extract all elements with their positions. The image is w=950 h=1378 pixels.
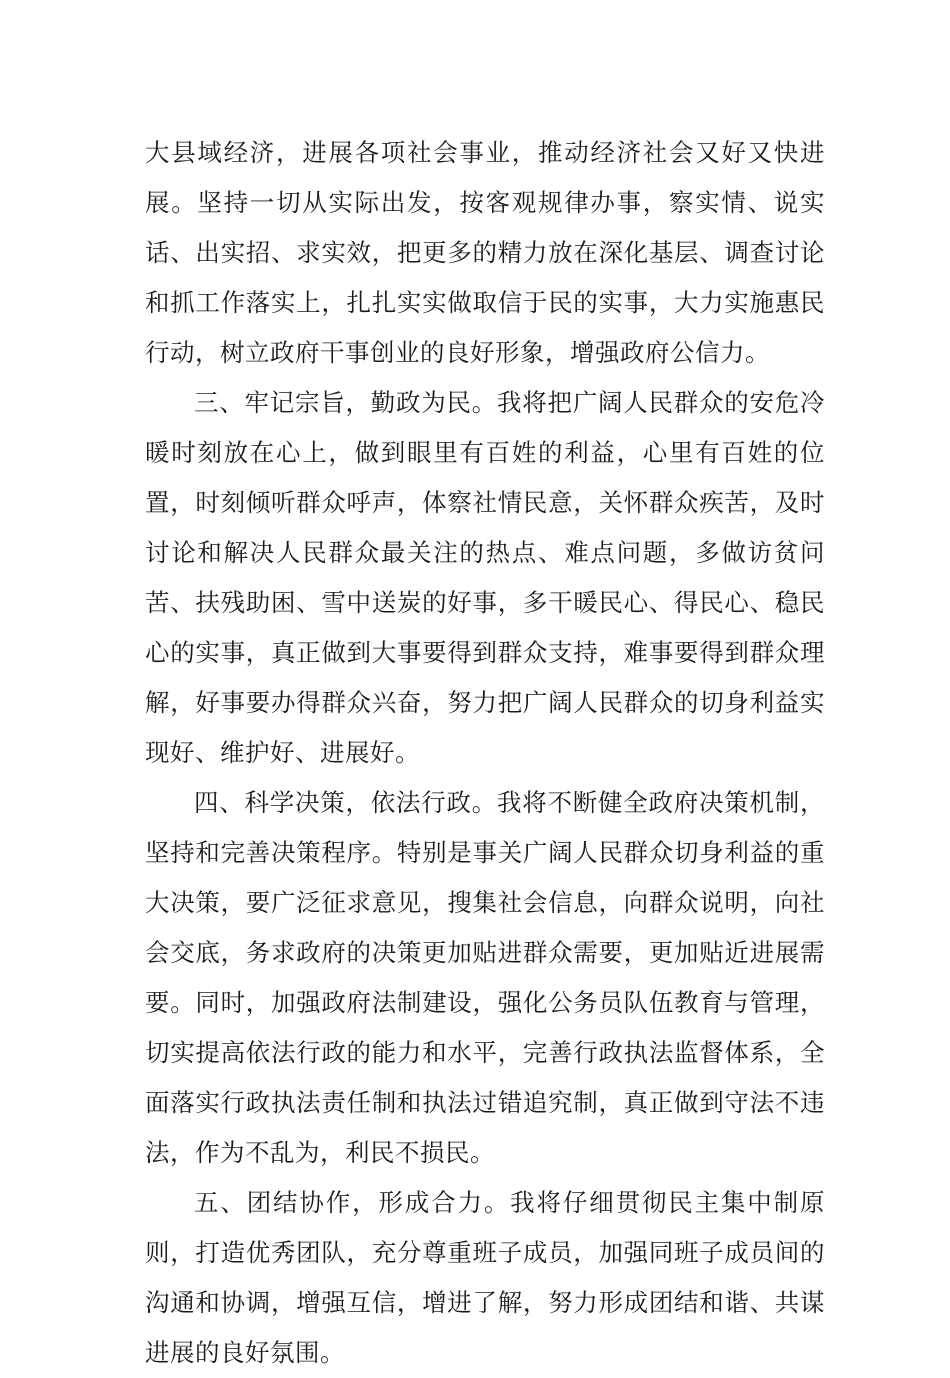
paragraph-section-three: 三、牢记宗旨，勤政为民。我将把广阔人民群众的安危冷暖时刻放在心上，做到眼里有百姓的利益，心里有百姓的位置，时刻倾听群众呼声，体察社情民意，关怀群众疾苦，及时讨论和解决人民群众最关注的热点、难点问题，多做访贫问苦、扶残助困、雪中送炭的好事，多干暖民心、得民心、稳民心的实事，真正做到大事要得到群众支持，难事要得到群众理解，好事要办得群众兴奋，努力把广阔人民群众的切身利益实现好、维护好、进展好。	[145, 388, 825, 767]
paragraph-continuation: 大县域经济，进展各项社会事业，推动经济社会又好又快进展。坚持一切从实际出发，按客观规律办事，察实情、说实话、出实招、求实效，把更多的精力放在深化基层、调查讨论和抓工作落实上，扎扎实实做取信于民的实事，大力实施惠民行动，树立政府干事创业的良好形象，增强政府公信力。	[145, 138, 825, 367]
document-body	[145, 128, 825, 1378]
paragraph-section-five: 五、团结协作，形成合力。我将仔细贯彻民主集中制原则，打造优秀团队，充分尊重班子成员，加强同班子成员间的沟通和协调，增强互信，增进了解，努力形成团结和谐、共谋进展的良好氛围。	[145, 1188, 825, 1367]
paragraph-section-four: 四、科学决策，依法行政。我将不断健全政府决策机制，坚持和完善决策程序。特别是事关广阔人民群众切身利益的重大决策，要广泛征求意见，搜集社会信息，向群众说明，向社会交底，务求政府的决策更加贴进群众需要，更加贴近进展需要。同时，加强政府法制建设，强化公务员队伍教育与管理，切实提高依法行政的能力和水平，完善行政执法监督体系，全面落实行政执法责任制和执法过错追究制，真正做到守法不违法，作为不乱为，利民不损民。	[145, 788, 825, 1167]
